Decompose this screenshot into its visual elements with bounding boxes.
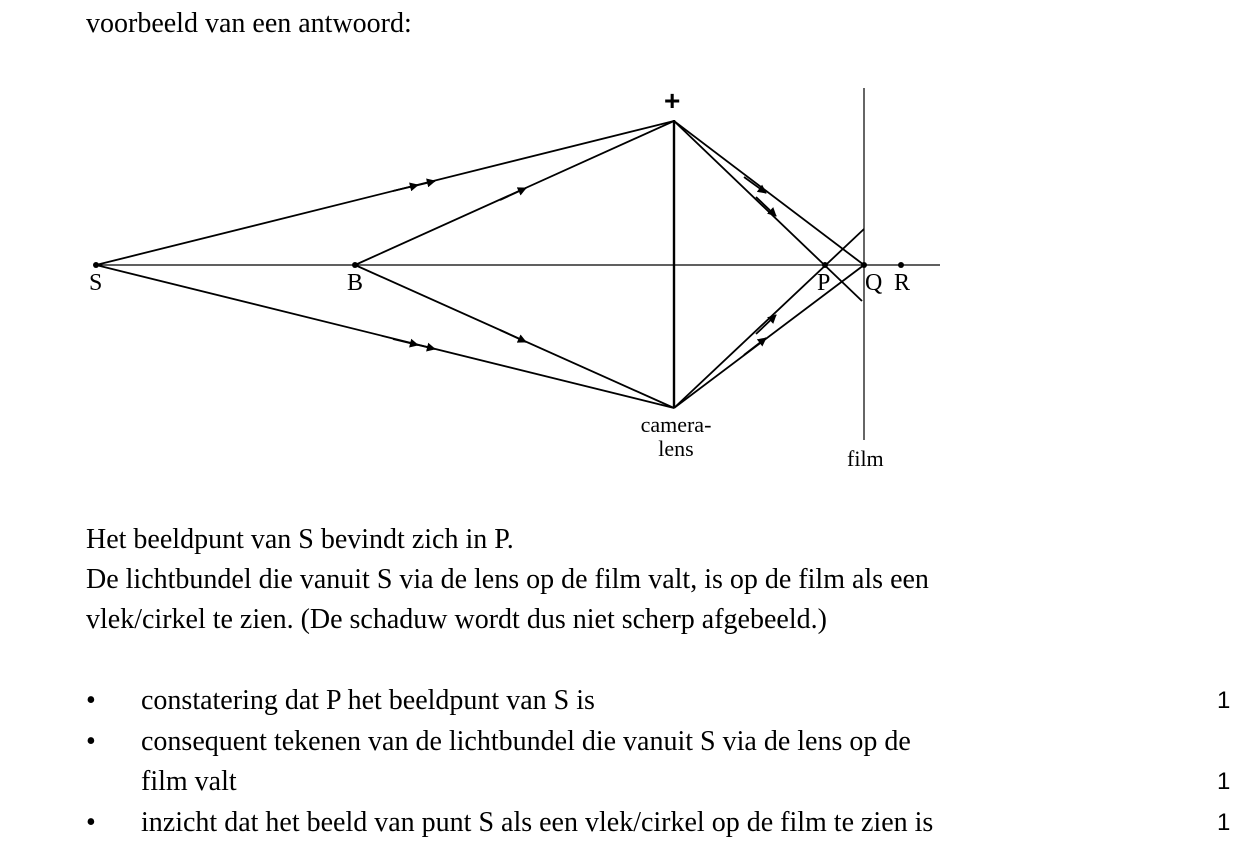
ray-refracted-upper-to-p xyxy=(674,121,862,301)
label-s: S xyxy=(89,270,103,296)
label-b: B xyxy=(347,270,364,296)
point-q-dot xyxy=(861,262,867,268)
ray-s-lower xyxy=(96,265,674,408)
scoring-item-3: inzicht dat het beeld van punt S als een vlek/cirkel op de film te zien is xyxy=(141,807,934,838)
arrow-refr-lower-2 xyxy=(756,315,776,334)
arrow-s-upper-2 xyxy=(410,181,435,187)
label-film: film xyxy=(847,446,884,471)
point-r-dot xyxy=(898,262,904,268)
scoring-item-2-line-2: film valt xyxy=(141,766,237,797)
arrow-s-lower-2 xyxy=(410,343,435,349)
scoring-item-1: constatering dat P het beeldpunt van S is xyxy=(141,685,595,716)
label-plus-lens-type: + xyxy=(664,85,681,116)
ray-s-upper xyxy=(96,121,674,265)
scoring-item-2-line-1: consequent tekenen van de lichtbundel die vanuit S via de lens op de xyxy=(141,726,911,757)
bullet-marker: • xyxy=(86,807,96,838)
answer-heading: voorbeeld van een antwoord: xyxy=(86,8,412,39)
point-b-dot xyxy=(352,262,358,268)
label-lens-line2: lens xyxy=(658,436,694,461)
arrow-b-lower xyxy=(500,330,526,342)
explanation-line-1: Het beeldpunt van S bevindt zich in P. xyxy=(86,524,514,555)
ray-refracted-lower-to-q xyxy=(674,265,864,408)
point-s-dot xyxy=(93,262,99,268)
bullet-marker: • xyxy=(86,726,96,757)
point-p-dot xyxy=(822,262,828,268)
scoring-points-3: 1 xyxy=(1217,809,1231,836)
ray-refracted-upper-to-q xyxy=(674,121,864,265)
arrow-b-upper xyxy=(500,188,526,200)
scoring-points-2: 1 xyxy=(1217,768,1231,795)
label-lens-line1: camera- xyxy=(640,412,712,437)
scoring-points-1: 1 xyxy=(1217,687,1231,714)
explanation-line-2: De lichtbundel die vanuit S via de lens op de film valt, is op de film als een xyxy=(86,564,929,595)
label-r: R xyxy=(894,270,911,296)
label-p: P xyxy=(817,270,831,296)
bullet-marker: • xyxy=(86,685,96,716)
explanation-line-3: vlek/cirkel te zien. (De schaduw wordt dus niet scherp afgebeeld.) xyxy=(86,604,827,635)
label-q: Q xyxy=(865,270,883,296)
ray-refracted-lower-to-p xyxy=(674,229,864,408)
arrow-refr-upper-2 xyxy=(756,197,776,216)
arrow-refr-lower-1 xyxy=(744,338,766,355)
